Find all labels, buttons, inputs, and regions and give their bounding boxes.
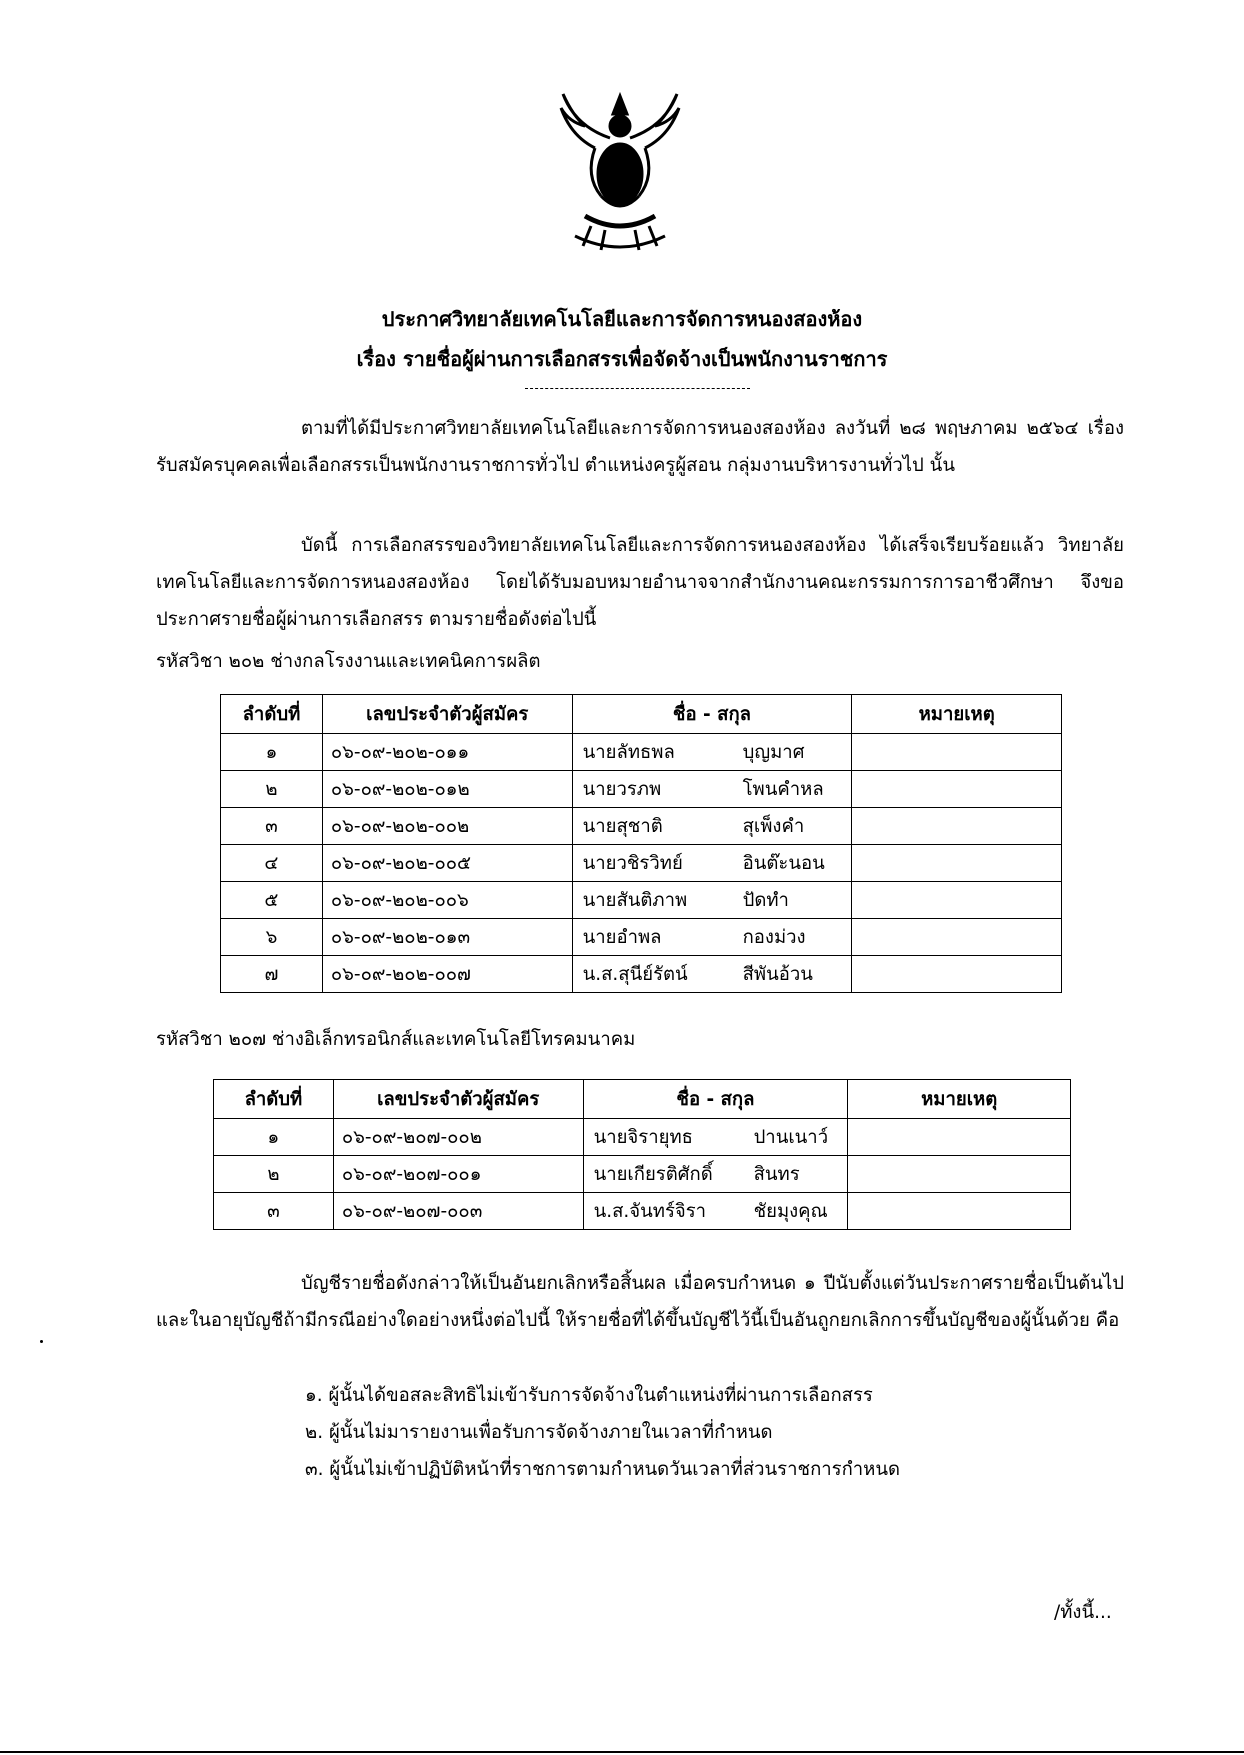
cell-no: ๑: [214, 1119, 334, 1156]
cell-no: ๒: [214, 1156, 334, 1193]
col-header-name: ชื่อ - สกุล: [572, 695, 852, 734]
group1-table: [220, 694, 1062, 993]
first-name: นายอำพล: [582, 926, 662, 948]
condition-item-1: ๑. ผู้นั้นได้ขอสละสิทธิไม่เข้ารับการจัดจ้างในตำแหน่งที่ผ่านการเลือกสรร: [305, 1385, 873, 1406]
table-row: [221, 882, 1062, 919]
col-header-note: หมายเหตุ: [852, 695, 1062, 734]
title-divider: [525, 388, 750, 389]
intro-paragraph-1: ตามที่ได้มีประกาศวิทยาลัยเทคโนโลยีและการจัดการหนองสองห้อง ลงวันที่ ๒๘ พฤษภาคม ๒๕๖๔ เรื่อง รับสมัครบุคคลเพื่อเลือกสรรเป็นพนักงานราชการทั่วไป ตำแหน่งครูผู้สอน กลุ่มงานบริหารงานทั่วไป นั้น: [156, 418, 1124, 476]
cell-name: [572, 771, 852, 808]
cell-note: [848, 1156, 1071, 1193]
first-name: นายวรภพ: [582, 778, 662, 800]
last-name: ชัยมุงคุณ: [753, 1200, 828, 1222]
cell-no: ๕: [221, 882, 323, 919]
last-name: ปัดทำ: [742, 889, 789, 911]
continuation-marker: /ทั้งนี้...: [1054, 1602, 1112, 1623]
cell-note: [852, 845, 1062, 882]
cell-name: [583, 1156, 848, 1193]
closing-paragraph: บัญชีรายชื่อดังกล่าวให้เป็นอันยกเลิกหรือสิ้นผล เมื่อครบกำหนด ๑ ปีนับตั้งแต่วันประกาศรายชื่อเป็นต้นไป และในอายุบัญชีถ้ามีกรณีอย่างใดอย่างหนึ่งต่อไปนี้ ให้รายชื่อที่ได้ขึ้นบัญชีไว้นี้เป็นอันถูกยกเลิกการขึ้นบัญชีของผู้นั้นด้วย คือ: [156, 1273, 1124, 1331]
cell-no: ๗: [221, 956, 323, 993]
col-header-name: ชื่อ - สกุล: [583, 1080, 848, 1119]
table-row: [221, 734, 1062, 771]
cell-id: ๐๖-๐๙-๒๐๒-๐๑๑: [322, 734, 572, 771]
last-name: กองม่วง: [742, 926, 806, 948]
cell-name: [572, 919, 852, 956]
table-row: [221, 845, 1062, 882]
cell-name: [572, 845, 852, 882]
table-row: [214, 1119, 1071, 1156]
cell-id: ๐๖-๐๙-๒๐๒-๐๑๓: [322, 919, 572, 956]
cell-id: ๐๖-๐๙-๒๐๗-๐๐๒: [333, 1119, 583, 1156]
cell-note: [848, 1193, 1071, 1230]
first-name: นายสันติภาพ: [582, 889, 688, 911]
cell-note: [852, 771, 1062, 808]
last-name: สุเพ็งคำ: [742, 815, 805, 837]
cell-name: [572, 808, 852, 845]
first-name: นายจิรายุทธ: [593, 1126, 693, 1148]
group2-table: [213, 1079, 1071, 1230]
last-name: โพนคำหล: [742, 778, 824, 800]
cell-no: ๑: [221, 734, 323, 771]
cell-note: [852, 919, 1062, 956]
cell-id: ๐๖-๐๙-๒๐๒-๐๑๒: [322, 771, 572, 808]
col-header-no: ลำดับที่: [214, 1080, 334, 1119]
first-name: น.ส.จันทร์จิรา: [593, 1200, 707, 1222]
garuda-emblem-icon: [555, 86, 685, 256]
last-name: สีพันอ้วน: [742, 963, 813, 985]
cell-note: [852, 734, 1062, 771]
cell-no: ๖: [221, 919, 323, 956]
last-name: อินต๊ะนอน: [742, 852, 825, 874]
first-name: นายเกียรติศักดิ์: [593, 1163, 713, 1185]
group2-heading: รหัสวิชา ๒๐๗ ช่างอิเล็กทรอนิกส์และเทคโนโลยีโทรคมนาคม: [156, 1029, 636, 1050]
table-header-row: [221, 695, 1062, 734]
col-header-no: ลำดับที่: [221, 695, 323, 734]
cell-note: [852, 808, 1062, 845]
page-subtitle: เรื่อง รายชื่อผู้ผ่านการเลือกสรรเพื่อจัดจ้างเป็นพนักงานราชการ: [356, 347, 888, 371]
condition-item-2: ๒. ผู้นั้นไม่มารายงานเพื่อรับการจัดจ้างภายในเวลาที่กำหนด: [305, 1422, 773, 1443]
first-name: นายลัทธพล: [582, 741, 675, 763]
col-header-id: เลขประจำตัวผู้สมัคร: [322, 695, 572, 734]
cell-name: [572, 956, 852, 993]
cell-id: ๐๖-๐๙-๒๐๒-๐๐๖: [322, 882, 572, 919]
first-name: นายสุชาติ: [582, 815, 663, 837]
cell-no: ๒: [221, 771, 323, 808]
scan-speck: [40, 1340, 43, 1343]
cell-id: ๐๖-๐๙-๒๐๗-๐๐๓: [333, 1193, 583, 1230]
page-title: ประกาศวิทยาลัยเทคโนโลยีและการจัดการหนองสองห้อง: [381, 307, 863, 331]
cell-id: ๐๖-๐๙-๒๐๒-๐๐๗: [322, 956, 572, 993]
table-row: [221, 956, 1062, 993]
table-row: [221, 771, 1062, 808]
table-row: [221, 808, 1062, 845]
first-name: น.ส.สุนีย์รัตน์: [582, 963, 688, 985]
table-row: [214, 1193, 1071, 1230]
last-name: ปานเนาว์: [753, 1126, 829, 1148]
intro-paragraph-2: บัดนี้ การเลือกสรรของวิทยาลัยเทคโนโลยีและการจัดการหนองสองห้อง ได้เสร็จเรียบร้อยแล้ว วิทยาลัยเทคโนโลยีและการจัดการหนองสองห้อง โดยได้รับมอบหมายอำนาจจากสำนักงานคณะกรรมการการอาชีวศึกษา จึงขอประกาศรายชื่อผู้ผ่านการเลือกสรร ตามรายชื่อดังต่อไปนี้: [156, 535, 1124, 630]
cell-note: [848, 1119, 1071, 1156]
col-header-id: เลขประจำตัวผู้สมัคร: [333, 1080, 583, 1119]
cell-no: ๓: [214, 1193, 334, 1230]
table-row: [221, 919, 1062, 956]
col-header-note: หมายเหตุ: [848, 1080, 1071, 1119]
group1-heading: รหัสวิชา ๒๐๒ ช่างกลโรงงานและเทคนิคการผลิต: [156, 651, 541, 672]
cell-id: ๐๖-๐๙-๒๐๒-๐๐๒: [322, 808, 572, 845]
first-name: นายวชิรวิทย์: [582, 852, 683, 874]
page-bottom-edge: [0, 1751, 1244, 1753]
cell-note: [852, 882, 1062, 919]
last-name: บุญมาศ: [742, 741, 805, 763]
cell-no: ๓: [221, 808, 323, 845]
cell-name: [583, 1119, 848, 1156]
condition-item-3: ๓. ผู้นั้นไม่เข้าปฏิบัติหน้าที่ราชการตามกำหนดวันเวลาที่ส่วนราชการกำหนด: [305, 1459, 901, 1480]
cell-name: [572, 882, 852, 919]
cell-no: ๔: [221, 845, 323, 882]
cell-name: [583, 1193, 848, 1230]
table-header-row: [214, 1080, 1071, 1119]
cell-id: ๐๖-๐๙-๒๐๗-๐๐๑: [333, 1156, 583, 1193]
table-row: [214, 1156, 1071, 1193]
cell-id: ๐๖-๐๙-๒๐๒-๐๐๕: [322, 845, 572, 882]
cell-name: [572, 734, 852, 771]
cell-note: [852, 956, 1062, 993]
last-name: สินทร: [753, 1163, 800, 1185]
